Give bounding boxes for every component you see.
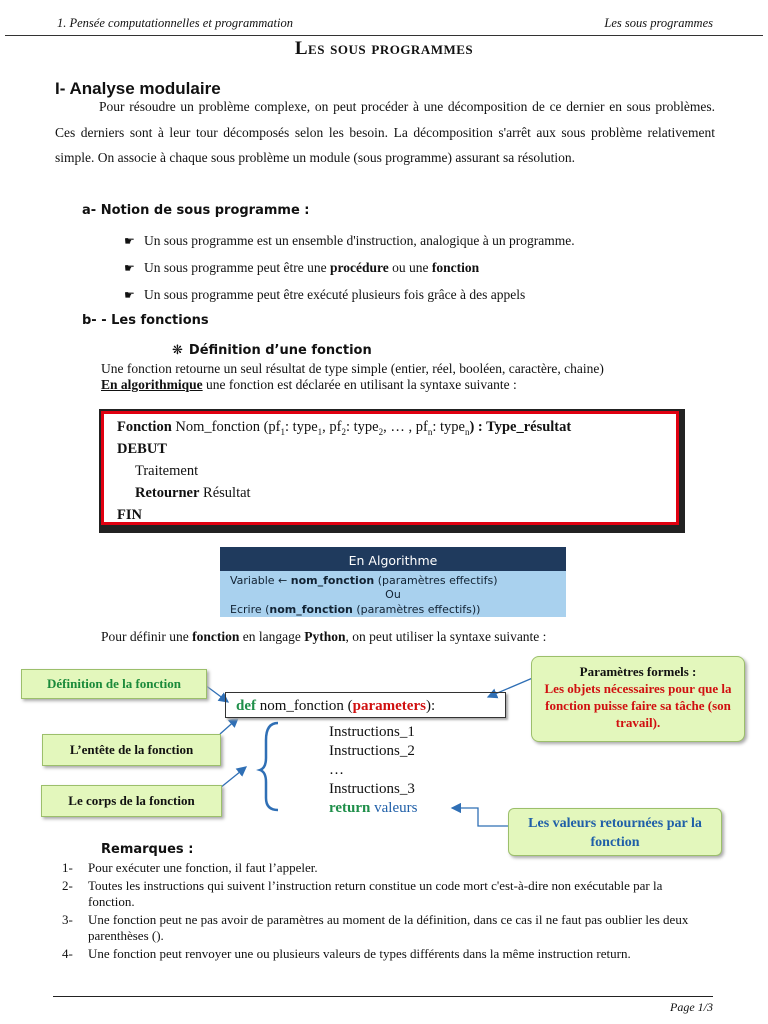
python-intro-line: Pour définir une fonction en langage Python, on peut utiliser la syntaxe suivante : — [101, 629, 547, 644]
intro-paragraph: Pour résoudre un problème complexe, on peut procéder à une décomposition de ce dernier en sous problèmes. Ces derniers sont à leur tour décomposés selon les besoin. La décomposition s'arrêt aux sous problème relativement simple. On associe à chaque sous problème un module (sous programme) assurant sa résolution. — [55, 99, 715, 165]
remarques-list — [62, 860, 712, 962]
python-body: Instructions_1 Instructions_2 … Instructions_3 return valeurs — [329, 724, 418, 816]
syntax-intro-line: En algorithmique une fonction est déclarée en utilisant la syntaxe suivante : — [101, 377, 517, 392]
python-def-line: def nom_fonction (parameters): — [225, 692, 506, 718]
callout-valeurs: Les valeurs retournées par la fonction — [508, 808, 722, 856]
section-heading: I- Analyse modulaire — [55, 79, 221, 98]
header-chapter: 1. Pensée computationnelles et programmation — [57, 16, 293, 30]
algorithm-call-line: Variable ← nom_fonction (paramètres effectifs) — [230, 574, 498, 587]
footer-rule — [53, 996, 713, 997]
list-item: 4- Une fonction peut renvoyer une ou plusieurs valeurs de types différents dans la même instruction return. — [62, 946, 631, 961]
callout-entete: L’entête de la fonction — [42, 734, 221, 766]
fonctions-heading: b- - Les fonctions — [82, 313, 209, 328]
algorithm-call-box — [220, 547, 566, 617]
page-number: Page 1/3 — [670, 1000, 713, 1014]
callout-parametres: Paramètres formels : Les objets nécessaires pour que la fonction puisse faire sa tâche (son travail). — [531, 656, 745, 742]
page-title: Les sous programmes — [294, 38, 474, 59]
syntax-debut: DEBUT — [117, 441, 167, 457]
algorithm-call-line: Ecrire (nom_fonction (paramètres effectifs)) — [230, 603, 481, 616]
callout-definition: Définition de la fonction — [21, 669, 207, 699]
pointing-hand-icon: ☛ — [124, 288, 135, 302]
algorithm-syntax-box — [99, 409, 685, 533]
syntax-line-header: Fonction Nom_fonction ($pf_1$: type$_1$, $pf_2$: type$_2$, … , $pf_n$: type$_n$) : Type_résultat — [117, 419, 572, 437]
header-rule — [5, 35, 763, 36]
asterisk-icon: ❋ — [172, 343, 183, 358]
callout-corps: Le corps de la fonction — [41, 785, 222, 817]
syntax-traitement: Traitement — [135, 463, 199, 479]
pointing-hand-icon: ☛ — [124, 261, 135, 275]
definition-heading: ❋ Définition d’une fonction — [172, 343, 372, 358]
algorithm-call-title: En Algorithme — [220, 547, 566, 571]
list-item: 1- Pour exécuter une fonction, il faut l’appeler. — [62, 860, 318, 875]
algorithm-call-ou: Ou — [385, 588, 401, 601]
remarques-heading: Remarques : — [101, 842, 194, 857]
header-topic: Les sous programmes — [604, 16, 713, 30]
pointing-hand-icon: ☛ — [124, 234, 135, 248]
bullet-item: ☛ Un sous programme est un ensemble d'instruction, analogique à un programme. — [124, 233, 575, 248]
syntax-retourner: Retourner Résultat — [135, 485, 251, 501]
syntax-fin: FIN — [117, 507, 142, 523]
list-item: 3- Une fonction peut ne pas avoir de paramètres au moment de la définition, dans ce cas il ne faut pas oublier les deux parenthèses (). — [62, 912, 689, 943]
notion-heading: a- Notion de sous programme : — [82, 203, 310, 218]
bullet-item: ☛ Un sous programme peut être une procédure ou une fonction — [124, 260, 480, 275]
list-item: 2- Toutes les instructions qui suivent l’instruction return constitue un code mort c'est-à-dire non exécutable par la fonction. — [62, 878, 663, 909]
definition-line: Une fonction retourne un seul résultat de type simple (entier, réel, booléen, caractère, chaine) — [101, 361, 604, 376]
bullet-item: ☛ Un sous programme peut être exécuté plusieurs fois grâce à des appels — [124, 287, 526, 302]
